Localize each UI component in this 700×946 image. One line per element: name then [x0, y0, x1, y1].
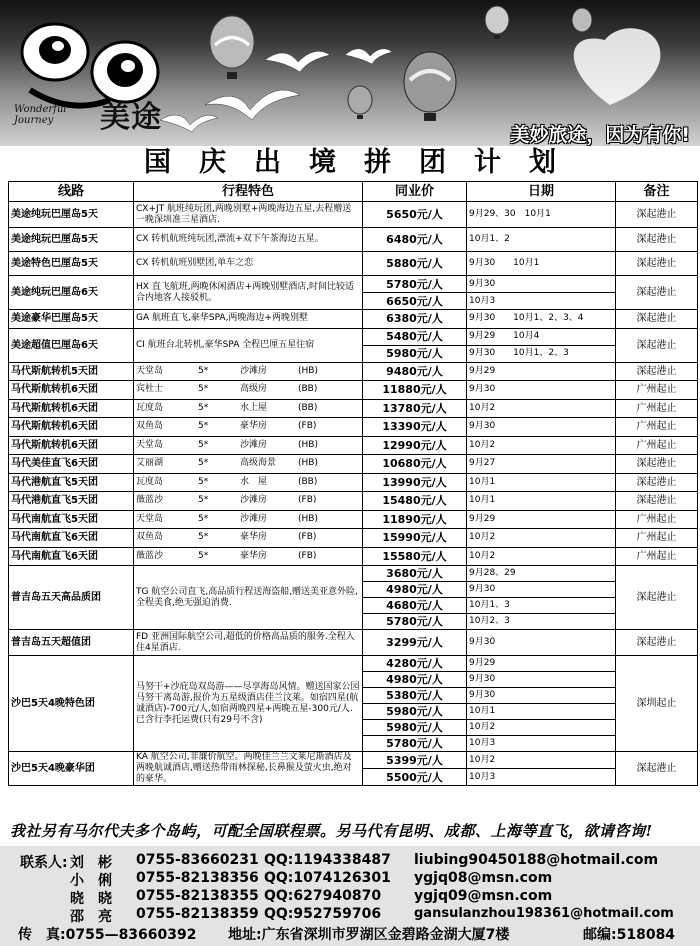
price-cell: 5399元/人 [363, 752, 467, 769]
room-type: 水 屋 [240, 476, 268, 487]
hotel-name: 天堂岛 [136, 513, 164, 524]
feature-cell: CX 转机航班纯玩团,漂流+双下午茶海边五星。 [134, 228, 363, 252]
price-cell: 6480元/人 [363, 228, 467, 252]
feature-cell [134, 529, 363, 548]
price-cell: 5780元/人 [363, 736, 467, 752]
price-cell: 5480元/人 [363, 328, 467, 345]
meal-plan: (FB) [298, 421, 317, 432]
note-cell: 深起港止 [616, 310, 698, 329]
feature-cell: GA 航班直飞,豪华SPA,两晚海边+两晚别墅 [134, 310, 363, 329]
route-cell: 马代港航直飞5天团 [9, 492, 134, 511]
price-cell: 13390元/人 [363, 418, 467, 437]
table-row [9, 455, 698, 474]
header-price: 同业价 [363, 182, 467, 202]
meal-plan: (HB) [298, 439, 318, 450]
date-cell: 10月2 [467, 436, 616, 455]
feature-cell [134, 455, 363, 474]
table-row [9, 202, 698, 228]
hotel-name: 宾杜士 [136, 384, 164, 395]
meal-plan: (HB) [298, 365, 318, 376]
hotel-star: 5* [198, 384, 209, 395]
contact-label: 联系人: [20, 855, 68, 871]
price-cell: 4680元/人 [363, 598, 467, 614]
contact-email[interactable]: ygjq08@msn.com [414, 870, 553, 886]
note-cell: 深起港止 [616, 228, 698, 252]
date-cell: 10月2 [467, 752, 616, 769]
route-cell: 马代斯航转机6天团 [9, 418, 134, 437]
route-cell: 马代南航直飞5天团 [9, 510, 134, 529]
hotel-star: 5* [198, 476, 209, 487]
hotel-name: 薇蓝沙 [136, 495, 164, 506]
price-cell: 13990元/人 [363, 473, 467, 492]
header-features: 行程特色 [134, 182, 363, 202]
price-cell: 4980元/人 [363, 582, 467, 598]
table-row [9, 328, 698, 345]
hotel-name: 双鱼岛 [136, 421, 164, 432]
feature-cell [134, 381, 363, 400]
date-cell: 9月29 10月4 [467, 328, 616, 345]
date-cell: 9月30 [467, 582, 616, 598]
note-cell: 深圳起止 [616, 656, 698, 752]
slogan: 美妙旅途，因为有你! [510, 124, 690, 146]
date-cell: 9月29 [467, 362, 616, 381]
note-cell: 深起港止 [616, 630, 698, 656]
feature-cell [134, 473, 363, 492]
price-cell: 5780元/人 [363, 614, 467, 630]
price-cell: 5980元/人 [363, 345, 467, 362]
date-cell: 9月29 [467, 656, 616, 672]
date-cell: 9月28、29 [467, 566, 616, 582]
feature-cell: 马努干+沙庇岛双岛游——尽享海岛风情。赠送国家公园马努干离岛游,报价为五星级酒店佳兰汶莱。如宿四星(航诚酒店)-700元/人,如宿两晚四星+两晚五星-300元/人.已含行李托运费(只有29号不含) [134, 656, 363, 752]
hot-air-balloon-icon [348, 86, 372, 119]
date-cell: 9月30 [467, 688, 616, 704]
table-row [9, 362, 698, 381]
room-type: 沙滩房 [240, 439, 268, 450]
route-cell: 美途纯玩巴厘岛5天 [9, 202, 134, 228]
meal-plan: (BB) [298, 384, 318, 395]
note-cell: 深起港止 [616, 362, 698, 381]
date-cell: 9月29、30 10月1 [467, 202, 616, 228]
note-cell: 广州起止 [616, 418, 698, 437]
price-cell: 15990元/人 [363, 529, 467, 548]
room-type: 沙滩房 [240, 365, 268, 376]
banner [0, 0, 700, 146]
table-row [9, 399, 698, 418]
address: 地址:广东省深圳市罗湖区金碧路金湖大厦7楼 [228, 927, 510, 943]
room-type: 水上屋 [240, 402, 268, 413]
feature-cell: TG 航空公司直飞,高品质行程送海盗船,赠送美亚意外险,全程美食,绝无强迫消费. [134, 566, 363, 630]
price-cell: 9480元/人 [363, 362, 467, 381]
note-cell: 深起港止 [616, 566, 698, 630]
meal-plan: (FB) [298, 495, 317, 506]
feature-cell [134, 510, 363, 529]
hotel-star: 5* [198, 495, 209, 506]
contact-email[interactable]: ygjq09@msn.com [414, 888, 553, 904]
table-row [9, 510, 698, 529]
price-cell: 4980元/人 [363, 672, 467, 688]
hotel-name: 双鱼岛 [136, 532, 164, 543]
feature-cell: FD 亚洲国际航空公司,超低的价格高品质的服务.全程入住4星酒店. [134, 630, 363, 656]
hotel-name: 瓦度岛 [136, 402, 164, 413]
note-cell: 深起港止 [616, 276, 698, 310]
contact-qq: QQ:1074126301 [264, 870, 391, 886]
table-row [9, 228, 698, 252]
price-cell: 5380元/人 [363, 688, 467, 704]
table-row [9, 276, 698, 293]
table-row [9, 418, 698, 437]
hotel-name: 天堂岛 [136, 439, 164, 450]
feature-cell: KA 航空公司,非廉价航空。两晚佳兰兰文莱尼斯酒店及两晚航诚酒店,赠送热带雨林探秘,长鼻猴及萤火虫,绝对的豪华。 [134, 752, 363, 786]
postcode: 邮编:518084 [583, 927, 676, 943]
table-row [9, 566, 698, 582]
hotel-star: 5* [198, 550, 209, 561]
hotel-name: 薇蓝沙 [136, 550, 164, 561]
route-cell: 普吉岛五天高品质团 [9, 566, 134, 630]
feature-cell: CI 航班台北转机,豪华SPA 全程巴厘五星住宿 [134, 328, 363, 362]
price-cell: 5980元/人 [363, 704, 467, 720]
date-cell: 10月2 [467, 399, 616, 418]
price-cell: 11880元/人 [363, 381, 467, 400]
price-cell: 13780元/人 [363, 399, 467, 418]
route-cell: 美途纯玩巴厘岛5天 [9, 228, 134, 252]
hotel-name: 瓦度岛 [136, 476, 164, 487]
hot-air-balloon-icon [572, 8, 592, 32]
feature-cell [134, 399, 363, 418]
table-row [9, 310, 698, 329]
price-cell: 5500元/人 [363, 769, 467, 786]
contact-phone: 0755-83660231 [136, 852, 259, 868]
header-route: 线路 [9, 182, 134, 202]
date-cell: 9月29 [467, 510, 616, 529]
room-type: 豪华房 [240, 550, 268, 561]
brand-english-name: Wonderful Journey [14, 104, 67, 126]
table-row [9, 436, 698, 455]
room-type: 沙滩房 [240, 495, 268, 506]
note-cell: 深起港止 [616, 455, 698, 474]
feature-cell [134, 362, 363, 381]
hotel-star: 5* [198, 365, 209, 376]
note-cell: 广州起止 [616, 529, 698, 548]
hotel-star: 5* [198, 532, 209, 543]
date-cell: 9月30 10月1 [467, 252, 616, 276]
header-note: 备注 [616, 182, 698, 202]
hot-air-balloon-icon [485, 6, 509, 39]
table-row [9, 492, 698, 511]
price-cell: 12990元/人 [363, 436, 467, 455]
date-cell: 10月3 [467, 293, 616, 310]
date-cell: 10月1 [467, 704, 616, 720]
feature-cell: HX 直飞航班,两晚休闲酒店+两晚别墅酒店,时间比较适合内地客人接驳机。 [134, 276, 363, 310]
contact-phone: 0755-82138356 [136, 870, 259, 886]
hotel-star: 5* [198, 513, 209, 524]
route-cell: 马代斯航转机5天团 [9, 362, 134, 381]
contact-qq: QQ:627940870 [264, 888, 382, 904]
date-cell: 10月1 [467, 492, 616, 511]
footer-note: 我社另有马尔代夫多个岛屿，可配全国联程票。另马代有昆明、成都、上海等直飞，欲请咨询! [10, 822, 653, 840]
meal-plan: (HB) [298, 513, 318, 524]
feature-cell: CX+JT 航班纯玩团,两晚别墅+两晚海边五星,去程赠送一晚深圳准三星酒店. [134, 202, 363, 228]
route-cell: 沙巴5天4晚特色团 [9, 656, 134, 752]
feature-cell [134, 547, 363, 566]
date-cell: 10月2、3 [467, 614, 616, 630]
fax: 传 真:0755—83660392 [18, 927, 197, 943]
hotel-star: 5* [198, 421, 209, 432]
contact-email[interactable]: liubing90450188@hotmail.com [414, 852, 659, 868]
hotel-star: 5* [198, 402, 209, 413]
price-cell: 5980元/人 [363, 720, 467, 736]
route-cell: 普吉岛五天超值团 [9, 630, 134, 656]
date-cell: 10月1、2 [467, 228, 616, 252]
table-row [9, 656, 698, 672]
date-cell: 9月30 [467, 276, 616, 293]
route-cell: 美途纯玩巴厘岛6天 [9, 276, 134, 310]
price-cell: 6650元/人 [363, 293, 467, 310]
hotel-star: 5* [198, 458, 209, 469]
room-type: 豪华房 [240, 421, 268, 432]
note-cell: 深起港止 [616, 752, 698, 786]
hotel-name: 艾丽湖 [136, 458, 164, 469]
note-cell: 深起港止 [616, 328, 698, 362]
table-row [9, 252, 698, 276]
feature-cell [134, 418, 363, 437]
date-cell: 10月1、3 [467, 598, 616, 614]
note-cell: 深起港止 [616, 492, 698, 511]
date-cell: 10月2 [467, 547, 616, 566]
contact-qq: QQ:952759706 [264, 906, 382, 922]
meal-plan: (BB) [298, 402, 318, 413]
route-cell: 美途特色巴厘岛5天 [9, 252, 134, 276]
price-cell: 15480元/人 [363, 492, 467, 511]
date-cell: 10月2 [467, 720, 616, 736]
contact-name: 晓 晓 [70, 891, 112, 907]
price-cell: 15580元/人 [363, 547, 467, 566]
feature-cell: CX 转机航班别墅团,单车之恋 [134, 252, 363, 276]
hot-air-balloon-icon [210, 16, 254, 79]
date-cell: 9月30 10月1、2、3、4 [467, 310, 616, 329]
hotel-name: 天堂岛 [136, 365, 164, 376]
date-cell: 10月3 [467, 736, 616, 752]
route-cell: 美途超值巴厘岛6天 [9, 328, 134, 362]
date-cell: 10月1 [467, 473, 616, 492]
tour-table [8, 181, 698, 786]
route-cell: 马代美佳直飞6天团 [9, 455, 134, 474]
date-cell: 10月3 [467, 769, 616, 786]
route-cell: 马代南航直飞6天团 [9, 547, 134, 566]
brand-chinese-name: 美途 [100, 100, 162, 135]
table-row [9, 752, 698, 769]
heart-cloud-icon [574, 28, 661, 105]
room-type: 沙滩房 [240, 513, 268, 524]
note-cell: 广州起止 [616, 399, 698, 418]
room-type: 豪华房 [240, 532, 268, 543]
table-row [9, 547, 698, 566]
contact-email[interactable]: gansulanzhou198361@hotmail.com [414, 906, 674, 921]
date-cell: 9月30 10月1、2、3 [467, 345, 616, 362]
table-row [9, 473, 698, 492]
header-date: 日期 [467, 182, 616, 202]
room-type: 高级房 [240, 384, 268, 395]
table-row [9, 381, 698, 400]
price-cell: 5880元/人 [363, 252, 467, 276]
contact-phone: 0755-82138355 [136, 888, 259, 904]
route-cell: 马代南航直飞6天团 [9, 529, 134, 548]
feature-cell [134, 492, 363, 511]
route-cell: 美途豪华巴厘岛5天 [9, 310, 134, 329]
room-type: 高级海景 [240, 458, 277, 469]
route-cell: 马代港航直飞5天团 [9, 473, 134, 492]
table-header-row [9, 182, 698, 202]
note-cell: 深起港止 [616, 252, 698, 276]
note-cell: 广州起止 [616, 510, 698, 529]
hot-air-balloon-icon [404, 52, 456, 121]
table-row [9, 630, 698, 656]
date-cell: 10月2 [467, 529, 616, 548]
route-cell: 马代斯航转机6天团 [9, 436, 134, 455]
contact-phone: 0755-82138359 [136, 906, 259, 922]
contact-name: 小 俐 [70, 873, 112, 889]
price-cell: 5650元/人 [363, 202, 467, 228]
note-cell: 深起港止 [616, 202, 698, 228]
note-cell: 广州起止 [616, 381, 698, 400]
hotel-star: 5* [198, 439, 209, 450]
note-cell: 广州起止 [616, 547, 698, 566]
table-body [9, 202, 698, 786]
route-cell: 马代斯航转机6天团 [9, 399, 134, 418]
price-cell: 3680元/人 [363, 566, 467, 582]
meal-plan: (FB) [298, 550, 317, 561]
price-cell: 3299元/人 [363, 630, 467, 656]
contact-qq: QQ:1194338487 [264, 852, 391, 868]
route-cell: 沙巴5天4晚豪华团 [9, 752, 134, 786]
price-cell: 11890元/人 [363, 510, 467, 529]
contact-name: 刘 彬 [70, 855, 112, 871]
route-cell: 马代斯航转机6天团 [9, 381, 134, 400]
page-title: 国庆出境拼团计划 [144, 147, 584, 178]
price-cell: 5780元/人 [363, 276, 467, 293]
table-row [9, 529, 698, 548]
meal-plan: (BB) [298, 476, 318, 487]
date-cell: 9月30 [467, 418, 616, 437]
meal-plan: (HB) [298, 458, 318, 469]
date-cell: 9月30 [467, 630, 616, 656]
note-cell: 深起港止 [616, 473, 698, 492]
price-cell: 6380元/人 [363, 310, 467, 329]
date-cell: 9月30 [467, 672, 616, 688]
meal-plan: (FB) [298, 532, 317, 543]
contact-name: 邵 亮 [70, 909, 112, 925]
feature-cell [134, 436, 363, 455]
date-cell: 9月30 [467, 381, 616, 400]
date-cell: 9月27 [467, 455, 616, 474]
price-cell: 4280元/人 [363, 656, 467, 672]
price-cell: 10680元/人 [363, 455, 467, 474]
note-cell: 广州起止 [616, 436, 698, 455]
